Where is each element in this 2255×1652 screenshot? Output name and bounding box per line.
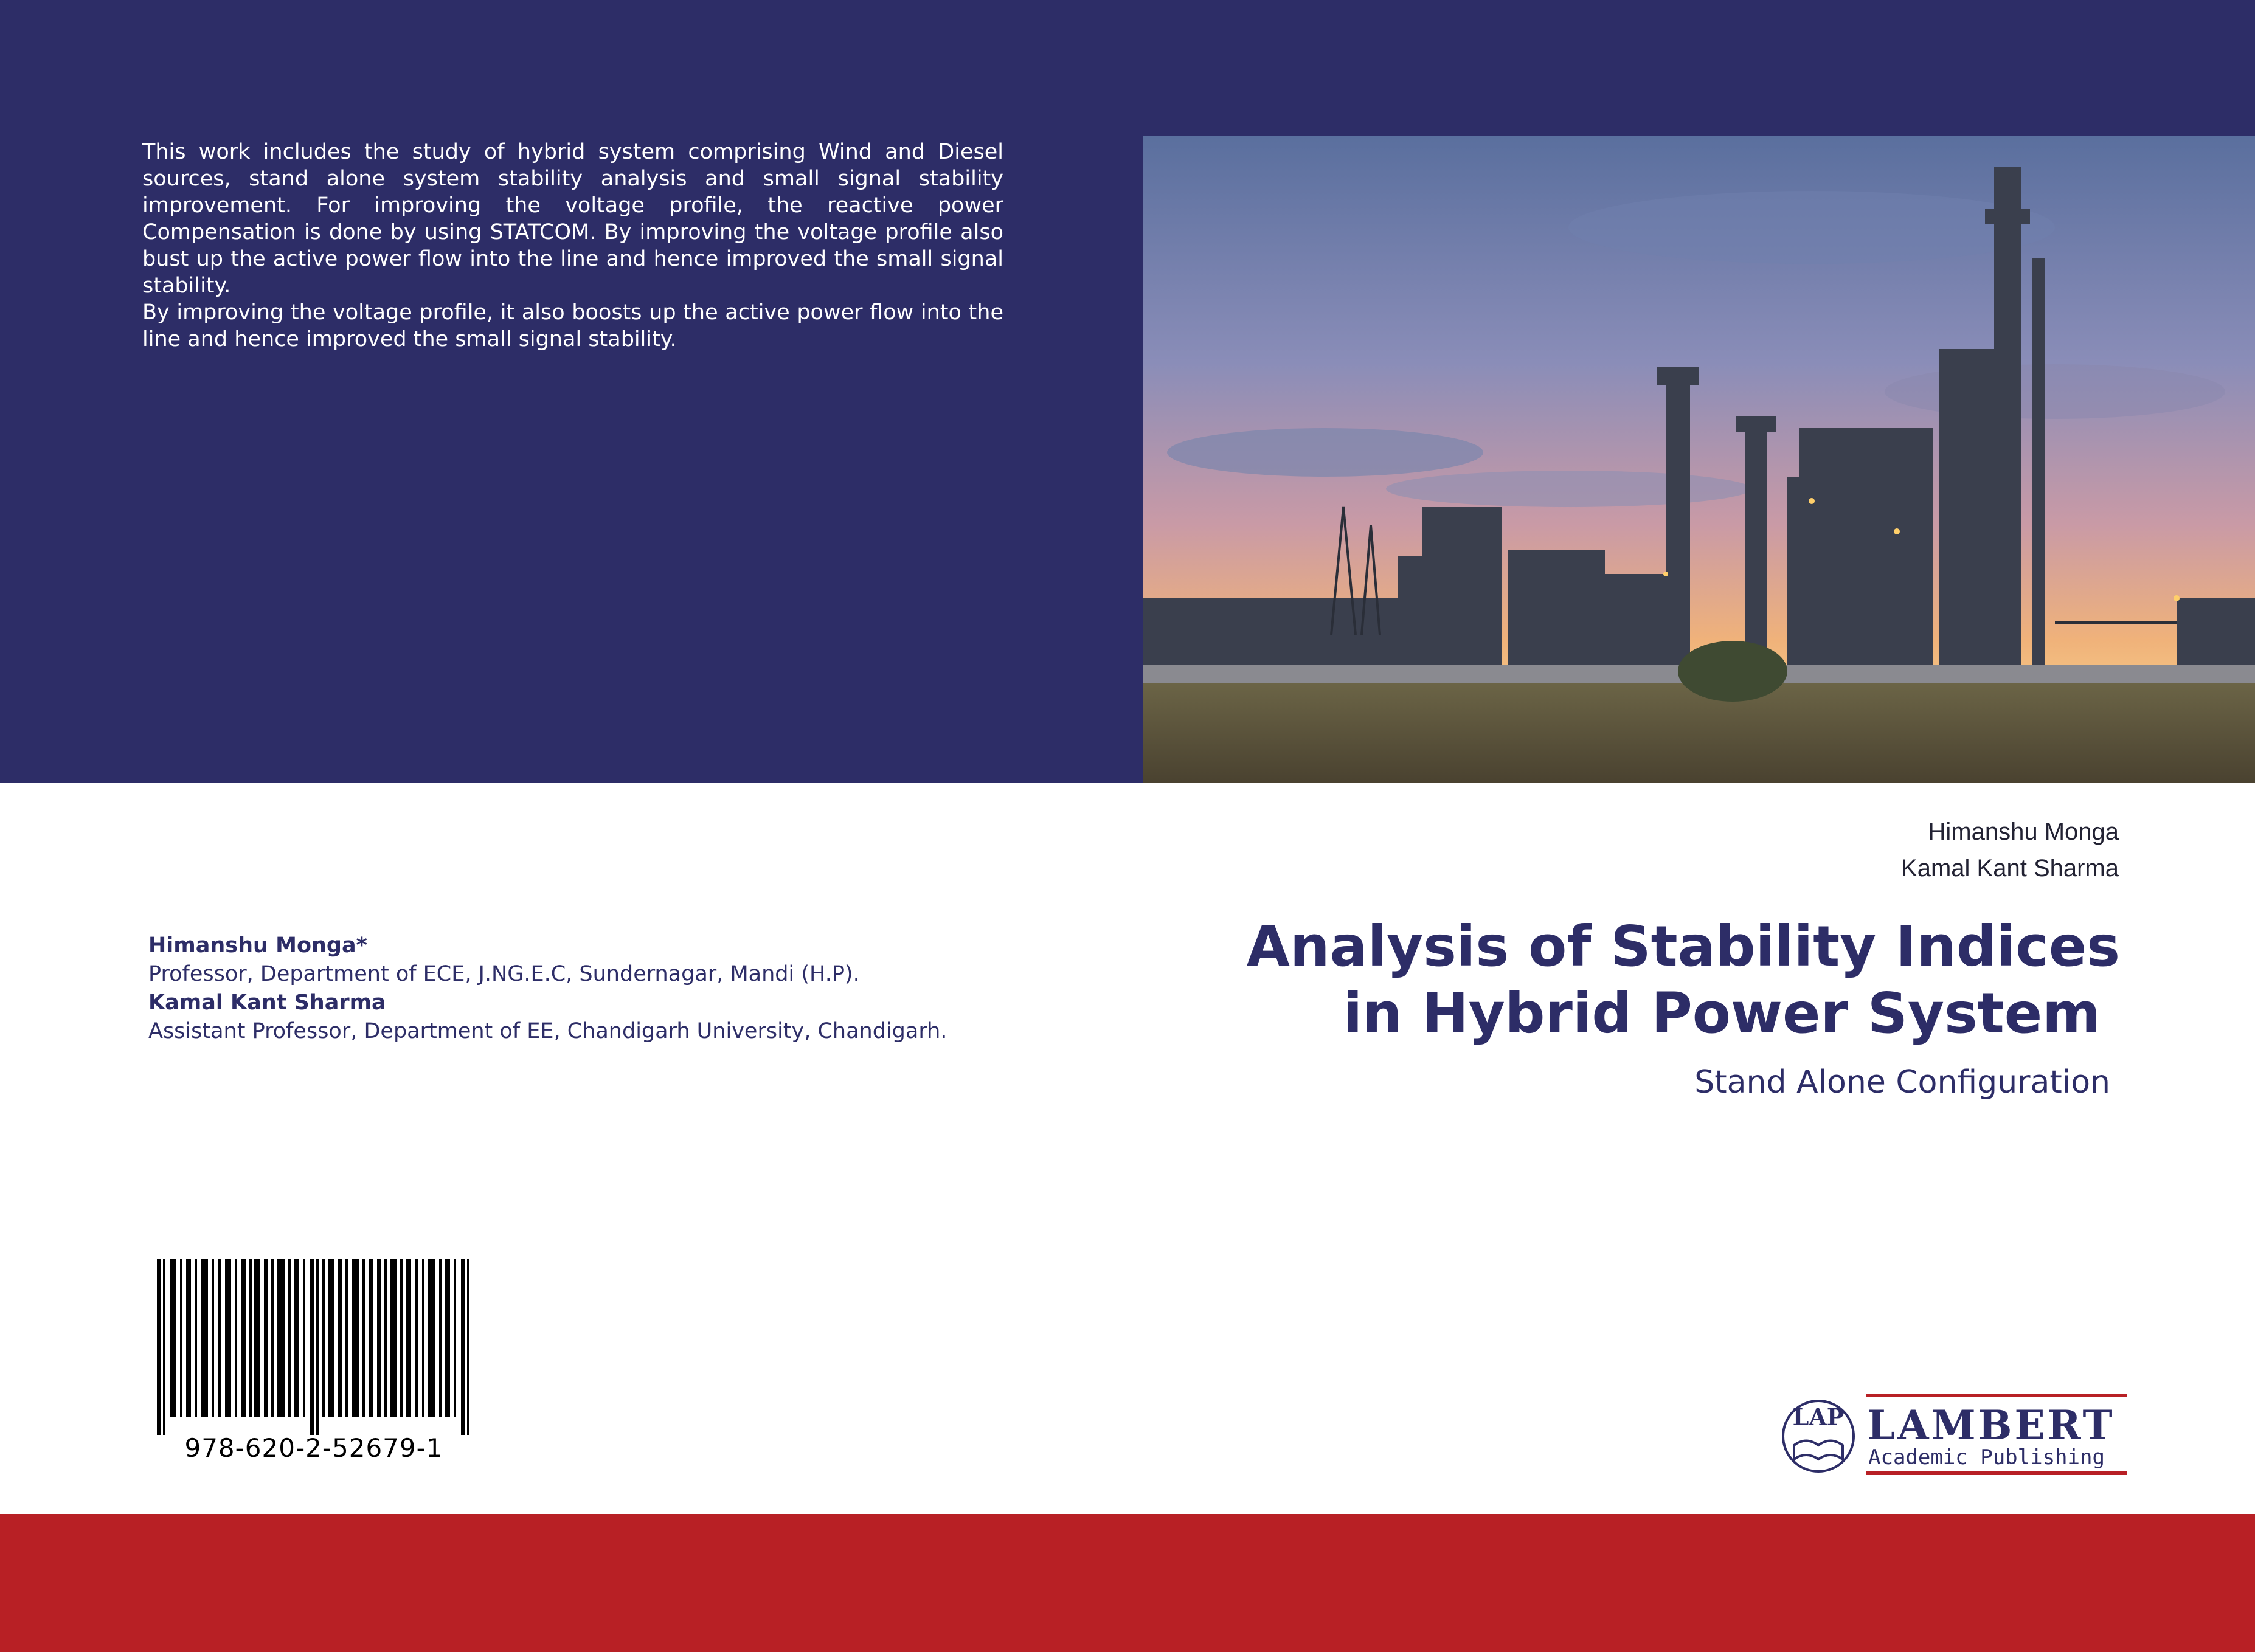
book-title xyxy=(1086,913,2120,1047)
isbn-number: 978-620-2-52679-1 xyxy=(184,1433,443,1463)
bio-author-2-name: Kamal Kant Sharma xyxy=(148,990,386,1015)
power-plant-photo xyxy=(1143,136,2255,783)
book-subtitle: Stand Alone Configuration xyxy=(1694,1064,2110,1101)
book-title-line-1: Analysis of Stability Indices xyxy=(1246,914,2120,979)
author-bio xyxy=(148,931,1061,1046)
bio-author-1-role: Professor, Department of ECE, J.NG.E.C, Sundernagar, Mandi (H.P). xyxy=(148,962,860,986)
logo-publisher-tagline: Academic Publishing xyxy=(1868,1445,2105,1470)
blurb-paragraph-1: This work includes the study of hybrid system comprising Wind and Diesel sources, stand alone system stability analysis and small signal stability improvement. For improving the voltage profile, the reactive power Compensation is done by using STATCOM. By improving the voltage profile also bust up the active power flow into the line and hence improved the small signal stability. xyxy=(142,140,1003,298)
blurb-paragraph-2: By improving the voltage profile, it also boosts up the active power flow into the line and hence improved the small signal stability. xyxy=(142,300,1003,351)
logo-publisher-name: LAMBERT xyxy=(1867,1401,2115,1449)
bio-author-2-role: Assistant Professor, Department of EE, Chandigarh University, Chandigarh. xyxy=(148,1019,947,1043)
logo-mark-text: LAP xyxy=(1792,1403,1845,1431)
isbn-barcode xyxy=(157,1259,471,1435)
book-title-line-2: in Hybrid Power System xyxy=(1343,981,2120,1046)
front-cover-author-list xyxy=(1901,814,2119,886)
back-cover-blurb xyxy=(142,139,1003,353)
bottom-red-band xyxy=(0,1514,2255,1652)
front-author-1: Himanshu Monga xyxy=(1928,818,2119,845)
lambert-publisher-logo xyxy=(1776,1388,2135,1479)
front-author-2: Kamal Kant Sharma xyxy=(1901,855,2119,882)
bio-author-1-name: Himanshu Monga* xyxy=(148,933,367,958)
